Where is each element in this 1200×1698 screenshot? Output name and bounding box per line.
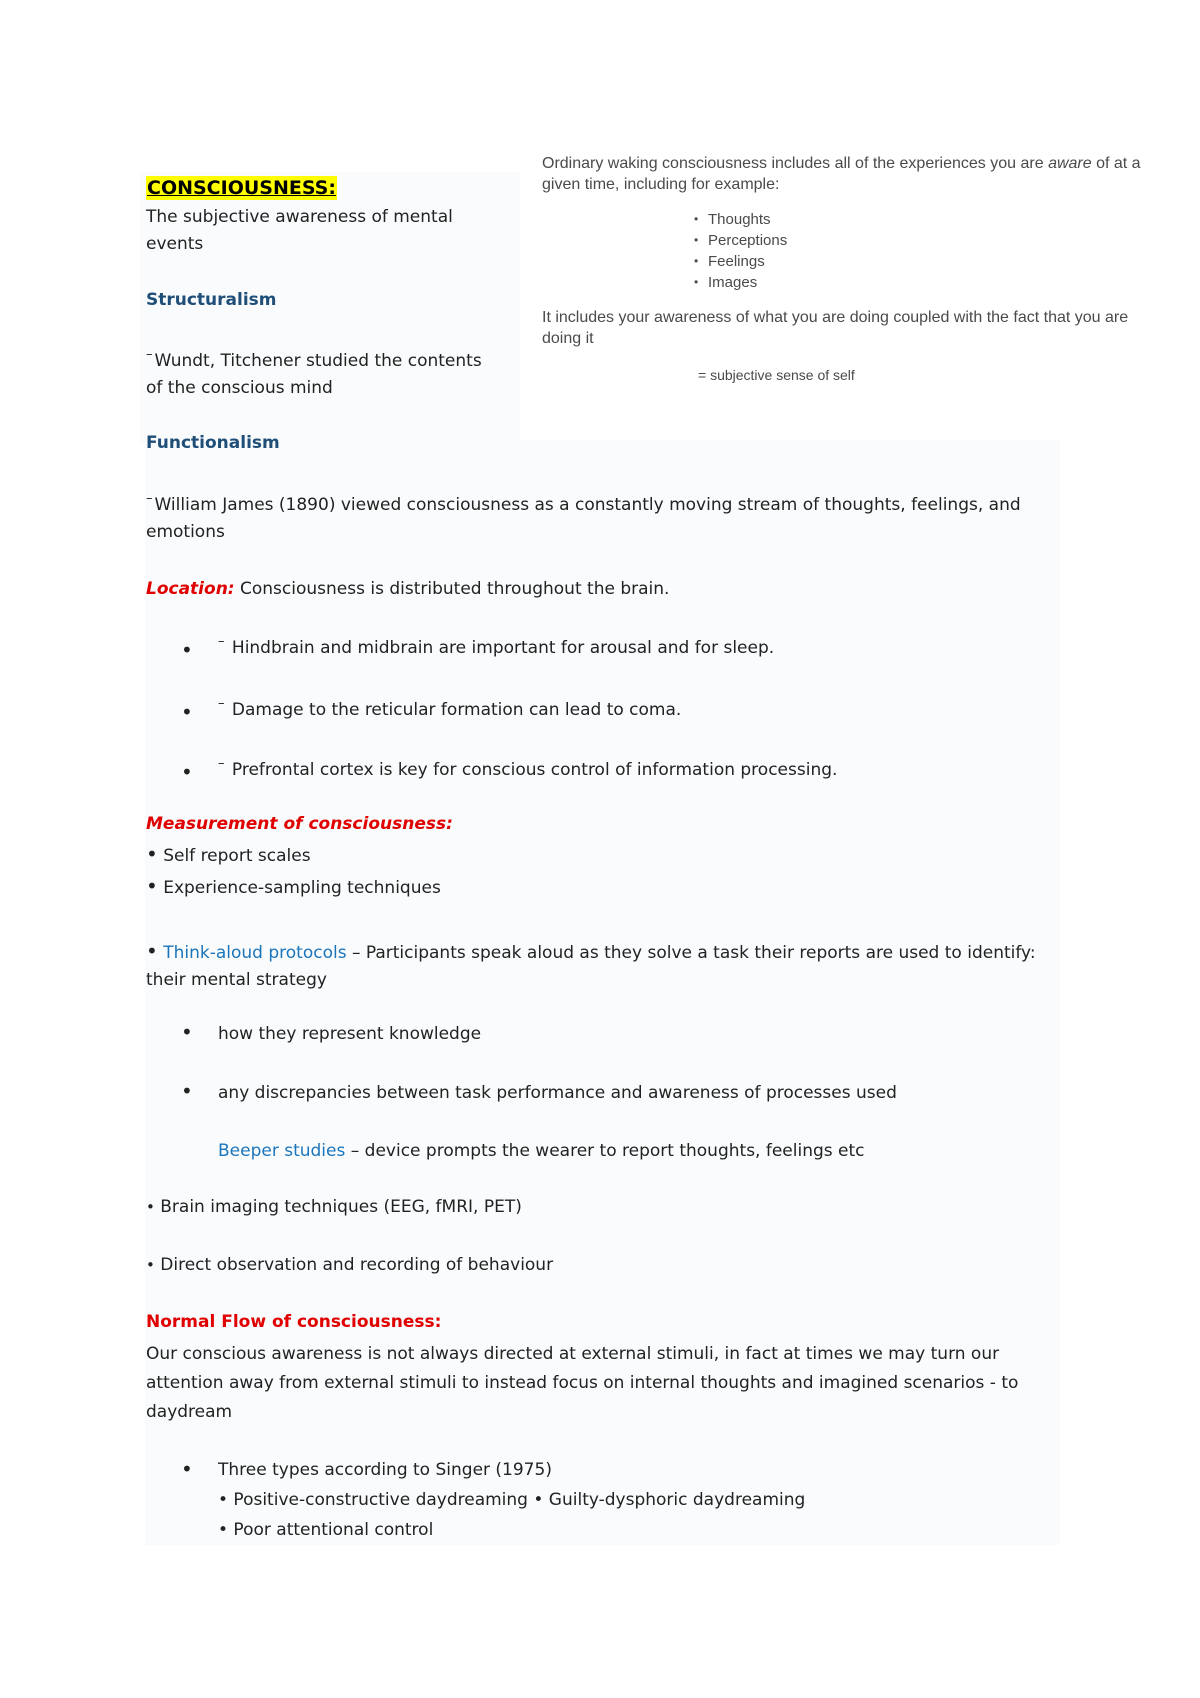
functionalism-body: William James (1890) viewed consciousness as a constantly moving stream of thoughts, feelings, and emotions bbox=[146, 495, 1021, 542]
location-item-text: Prefrontal cortex is key for conscious control of information processing. bbox=[231, 760, 838, 780]
dash-mark: – bbox=[146, 491, 153, 506]
measurement-heading: Measurement of consciousness: bbox=[146, 814, 453, 834]
dash-mark: – bbox=[218, 756, 225, 771]
types-line: • Poor attentional control bbox=[218, 1520, 434, 1540]
functionalism-text bbox=[146, 492, 1046, 546]
bullet-icon: • bbox=[181, 700, 193, 724]
dash-mark: – bbox=[146, 347, 153, 362]
functionalism-heading: Functionalism bbox=[146, 433, 280, 453]
bullet-icon: • bbox=[181, 1079, 193, 1103]
measurement-item-text: Self report scales bbox=[163, 846, 311, 866]
types-intro: Three types according to Singer (1975) bbox=[218, 1460, 552, 1480]
dash-mark: – bbox=[218, 696, 225, 711]
flow-heading: Normal Flow of consciousness: bbox=[146, 1312, 442, 1332]
panel-intro-text-end: of at a given time, including for example: bbox=[542, 155, 1141, 193]
sub-item: any discrepancies between task performance and awareness of processes used bbox=[218, 1083, 897, 1103]
location-item bbox=[218, 757, 1068, 784]
bullet-icon: • bbox=[146, 842, 158, 866]
bullet-icon: • bbox=[146, 1198, 155, 1216]
bullet-icon: • bbox=[146, 874, 158, 898]
beeper-text: – device prompts the wearer to report thoughts, feelings etc bbox=[350, 1141, 865, 1161]
bullet-icon: • bbox=[181, 1457, 193, 1481]
list-item: • Thoughts bbox=[692, 209, 1172, 230]
think-aloud-label: Think-aloud protocols bbox=[163, 943, 347, 963]
measurement-item-text: Experience-sampling techniques bbox=[163, 878, 441, 898]
bullet-icon: • bbox=[181, 760, 193, 784]
list-item: • Feelings bbox=[692, 251, 1172, 272]
beeper-item bbox=[218, 1138, 1068, 1165]
location-item bbox=[218, 635, 1068, 662]
location-text: Consciousness is distributed throughout the brain. bbox=[240, 579, 670, 599]
list-item: • Perceptions bbox=[692, 230, 1172, 251]
measurement-item-text: Brain imaging techniques (EEG, fMRI, PET) bbox=[160, 1197, 522, 1217]
panel-awareness: It includes your awareness of what you are doing coupled with the fact that you are doing it bbox=[542, 309, 1129, 347]
panel-intro bbox=[542, 153, 1172, 195]
types-line: • Positive-constructive daydreaming • Guilty-dysphoric daydreaming bbox=[218, 1490, 806, 1510]
location-label: Location: bbox=[146, 579, 235, 599]
measurement-item bbox=[146, 873, 441, 902]
measurement-item-text: Direct observation and recording of behaviour bbox=[160, 1255, 554, 1275]
bullet-icon: • bbox=[146, 939, 158, 963]
think-aloud-text: – Participants speak aloud as they solve a task their reports are used to identify: their mental strategy bbox=[146, 943, 1036, 990]
panel-intro-italic: aware bbox=[1048, 155, 1092, 172]
bullet-icon: • bbox=[181, 638, 193, 662]
definition-text: The subjective awareness of mental events bbox=[146, 207, 453, 254]
consciousness-image-panel bbox=[542, 153, 1172, 386]
structuralism-text bbox=[146, 348, 486, 402]
location-item-text: Damage to the reticular formation can lead to coma. bbox=[231, 700, 682, 720]
measurement-item bbox=[146, 1252, 553, 1279]
flow-text: Our conscious awareness is not always directed at external stimuli, in fact at times we may turn our attention away from external stimuli to instead focus on internal thoughts and imagined scenarios - to daydream bbox=[146, 1344, 1019, 1422]
sub-item: how they represent knowledge bbox=[218, 1024, 482, 1044]
location-line bbox=[146, 576, 1046, 603]
measurement-item bbox=[146, 1194, 522, 1221]
bullet-icon: • bbox=[181, 1020, 193, 1044]
location-item-text: Hindbrain and midbrain are important for arousal and for sleep. bbox=[231, 638, 775, 658]
panel-examples-list bbox=[692, 209, 1172, 293]
panel-intro-text: Ordinary waking consciousness includes all of the experiences you are bbox=[542, 155, 1044, 172]
location-item bbox=[218, 697, 1068, 724]
structuralism-heading: Structuralism bbox=[146, 290, 277, 310]
structuralism-body: Wundt, Titchener studied the contents of the conscious mind bbox=[146, 351, 482, 398]
page-title: CONSCIOUSNESS: bbox=[147, 177, 336, 199]
think-aloud-item bbox=[146, 938, 1046, 994]
beeper-label: Beeper studies bbox=[218, 1141, 346, 1161]
list-item: • Images bbox=[692, 272, 1172, 293]
bullet-icon: • bbox=[146, 1256, 155, 1274]
panel-self: = subjective sense of self bbox=[698, 367, 855, 383]
dash-mark: – bbox=[218, 634, 225, 649]
measurement-item bbox=[146, 841, 311, 870]
